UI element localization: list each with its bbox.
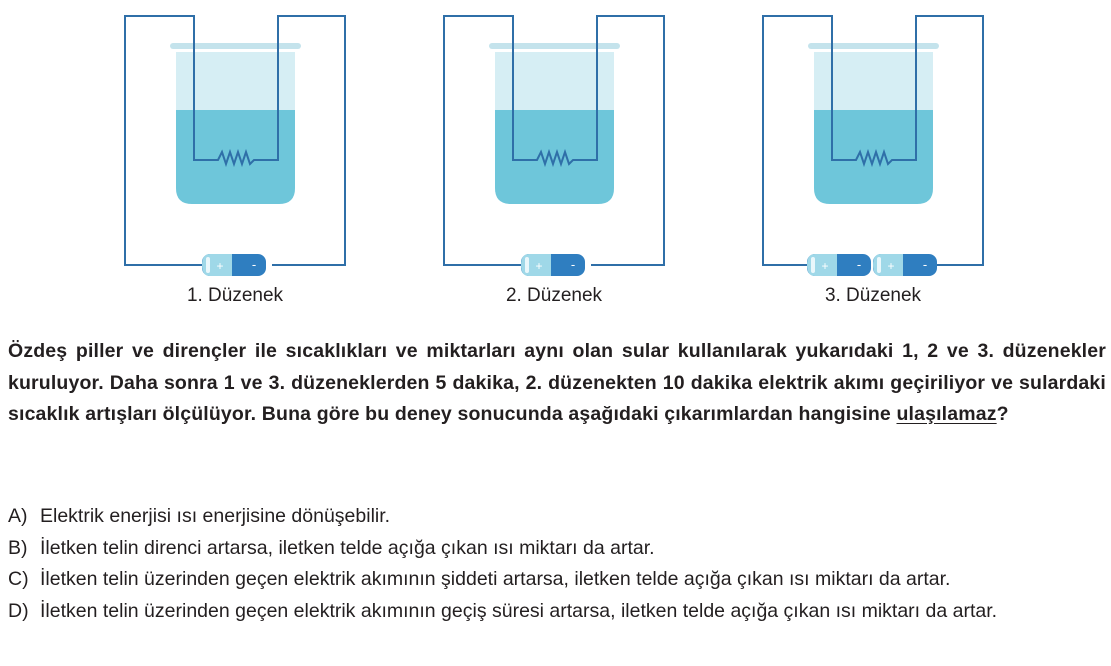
battery-plus-1-1: + [216, 259, 224, 273]
option-a-letter: A) [8, 505, 28, 527]
battery-terminal-1-1 [206, 257, 210, 273]
option-c[interactable] [8, 564, 1108, 596]
battery-terminal-2-1 [525, 257, 529, 273]
option-d-text: İletken telin üzerinden geçen elektrik akımının geçiş süresi artarsa, iletken telde açığa çıkan ısı miktarı da artar. [40, 599, 998, 622]
question-mark: ? [996, 403, 1009, 425]
question-underlined-word: ulaşılamaz [896, 403, 997, 425]
beaker-rim-3 [808, 43, 939, 49]
option-a-text: Elektrik enerjisi ısı enerjisine dönüşebilir. [40, 505, 391, 527]
beaker-rim-2 [489, 43, 620, 49]
setup-caption-1: 1. Düzenek [186, 285, 284, 306]
setup-caption-2: 2. Düzenek [505, 285, 603, 306]
setup-caption-3: 3. Düzenek [824, 285, 922, 306]
battery-terminal-3-1 [811, 257, 815, 273]
battery-plus-2-1: + [535, 259, 543, 273]
battery-minus-3-1: - [856, 257, 862, 272]
option-c-letter: C) [8, 568, 29, 590]
option-b-text: İletken telin direnci artarsa, iletken telde açığa çıkan ısı miktarı da artar. [40, 536, 655, 559]
option-d-letter: D) [8, 599, 29, 622]
battery-minus-2-1: - [570, 257, 576, 272]
battery-plus-3-1: + [821, 259, 829, 273]
circuit-figure [0, 0, 1111, 320]
answer-options [8, 501, 1108, 627]
option-b[interactable] [8, 533, 1108, 565]
question-body: Özdeş piller ve dirençler ile sıcaklıkları ve miktarları aynı olan sular kullanılarak yukarıdaki 1, 2 ve 3. düzenekler kuruluyor. Daha sonra 1 ve 3. düzeneklerden 5 dakika, 2. düzenekten 10 dakika elektrik akımı geçiriliyor ve sulardaki sıcaklık artışları ölçülüyor. Buna göre bu deney sonucunda aşağıdaki çıkarımlardan hangisine [8, 340, 1106, 425]
battery-plus-3-2: + [887, 259, 895, 273]
battery-minus-1-1: - [251, 257, 257, 272]
battery-minus-3-2: - [922, 257, 928, 272]
beaker-rim-1 [170, 43, 301, 49]
battery-terminal-3-2 [877, 257, 881, 273]
option-b-letter: B) [8, 536, 28, 559]
option-a[interactable] [8, 501, 1108, 533]
circuit-diagram [0, 0, 1111, 320]
question-text [8, 336, 1106, 431]
option-d[interactable] [8, 596, 1108, 628]
option-c-text: İletken telin üzerinden geçen elektrik akımının şiddeti artarsa, iletken telde açığa çıkan ısı miktarı da artar. [40, 568, 951, 590]
